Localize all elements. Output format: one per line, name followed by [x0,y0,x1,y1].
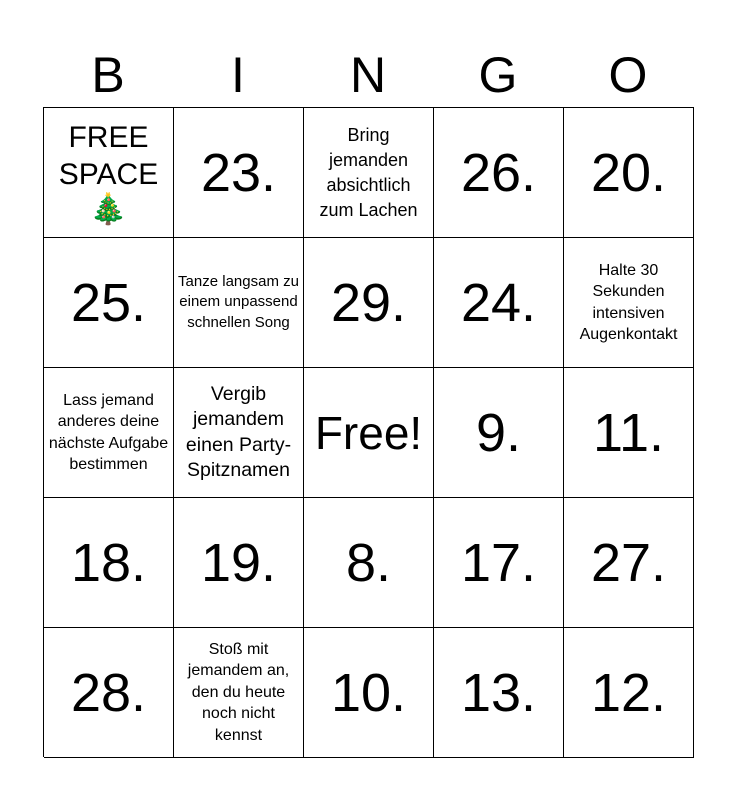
bingo-header [43,44,693,106]
bingo-cell[interactable] [174,628,304,758]
cell-text: Halte 30 Sekunden intensiven Augenkontakt [579,261,678,343]
cell-text: 23. [200,142,277,203]
header-letter-o: O [608,47,648,103]
bingo-cell[interactable] [304,628,434,758]
bingo-cell[interactable] [564,108,694,238]
bingo-cell[interactable] [434,368,564,498]
bingo-cell[interactable] [174,108,304,238]
cell-text: 25. [70,272,147,333]
cell-text: 18. [70,532,147,593]
bingo-cell[interactable] [174,368,304,498]
bingo-cell[interactable] [304,108,434,238]
bingo-cell[interactable] [304,498,434,628]
cell-text: 29. [330,272,407,333]
bingo-cell[interactable] [564,628,694,758]
bingo-cell[interactable] [174,238,304,368]
bingo-cell[interactable] [174,498,304,628]
bingo-cell[interactable] [44,238,174,368]
cell-text: 20. [590,142,667,203]
bingo-cell[interactable] [44,628,174,758]
cell-text: 24. [460,272,537,333]
bingo-cell[interactable] [434,628,564,758]
cell-text: Stoß mit jemandem an, den du heute noch nicht kennst [187,640,290,744]
christmas-tree-icon: 🎄 [89,192,128,226]
bingo-cell[interactable] [564,238,694,368]
header-letter-n: N [349,47,387,103]
cell-text: 11. [592,402,665,463]
cell-text: Tanze langsam zu einem unpassend schnellen Song [178,272,299,331]
cell-text: 19. [200,532,277,593]
cell-text: 10. [330,662,407,723]
bingo-cell[interactable] [434,498,564,628]
bingo-cell[interactable] [434,238,564,368]
cell-text: Free! [314,406,423,459]
bingo-cell[interactable] [304,238,434,368]
bingo-cell-free-space[interactable] [44,108,174,238]
bingo-grid [43,107,694,757]
bingo-cell[interactable] [44,368,174,498]
bingo-cell[interactable] [564,498,694,628]
cell-text: Vergib jemandem einen Party-Spitznamen [185,382,292,481]
free-space-line1: FREE [68,120,149,154]
free-space-line2: SPACE [58,157,159,191]
header-letter-i: I [231,47,245,103]
cell-text: 12. [590,662,667,723]
header-letter-g: G [478,47,518,103]
cell-text: Bring jemanden absichtlich zum Lachen [319,124,418,220]
cell-text: 28. [70,662,147,723]
bingo-cell[interactable] [564,368,694,498]
bingo-cell[interactable] [44,498,174,628]
bingo-cell[interactable] [304,368,434,498]
cell-text: 8. [345,532,392,593]
bingo-cell[interactable] [434,108,564,238]
header-letter-b: B [91,47,125,103]
cell-text: 27. [590,532,667,593]
cell-text: 17. [460,532,537,593]
cell-text: 26. [460,142,537,203]
cell-text: 9. [475,402,522,463]
cell-text: 13. [460,662,537,723]
cell-text: Lass jemand anderes deine nächste Aufgabe bestimmen [48,391,169,473]
